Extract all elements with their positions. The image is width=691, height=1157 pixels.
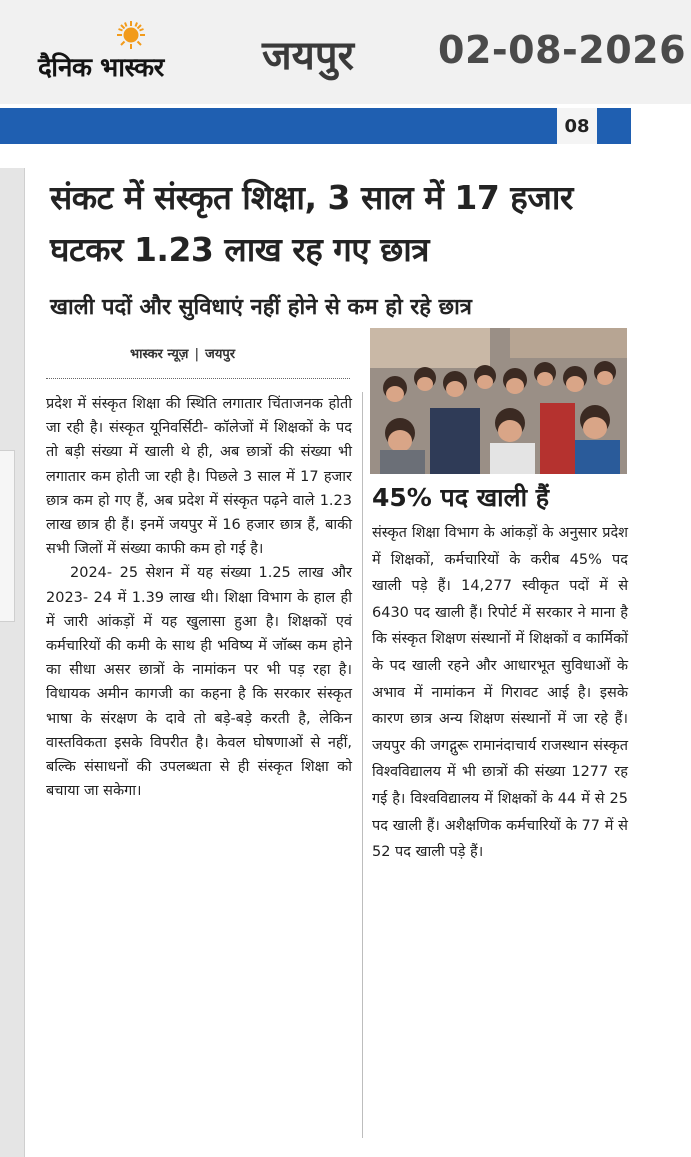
article-paragraph: प्रदेश में संस्कृत शिक्षा की स्थिति लगातार चिंताजनक होती जा रही है। संस्कृत यूनिवर्सिटी- कॉलेजों में शिक्षकों के पद तो बड़ी संख्या में खाली थे ही, अब छात्रों की संख्या भी लगातार कम होती जा रही है। पिछले 3 साल में 17 हजार छात्र कम हो गए हैं, अब प्रदेश में संस्कृत पढ़ने वाले 1.23 लाख छात्र ही हैं। इनमें जयपुर में 16 हजार छात्र हैं, बाकी सभी जिलों में संख्या काफी कम हो गई है। <box>46 396 352 558</box>
adjacent-article-edge <box>0 168 25 1157</box>
page-band-end <box>597 108 631 144</box>
edition-date: 02-08-2026 <box>438 28 687 72</box>
edition-city: जयपुर <box>262 33 354 79</box>
byline-city: जयपुर <box>205 347 236 362</box>
adjacent-article-box <box>0 450 15 622</box>
article-paragraph: 2024- 25 सेशन में यह संख्या 1.25 लाख और 2023- 24 में 1.39 लाख थी। शिक्षा विभाग के हाल ही में जारी आंकड़ों में यह खुलासा हुआ है। शिक्षकों एवं कर्मचारियों की कमी के साथ ही भविष्य में जॉब्स कम होने का सीधा असर छात्रों के नामांकन पर भी पड़ रहा है। विधायक अमीन कागजी का कहना है कि सरकार संस्कृत भाषा के संरक्षण के दावे तो बड़े-बड़े करती है, लेकिन वास्तविकता इसके विपरीत है। केवल घोषणाओं से नहीं, बल्कि संसाधनों की उपलब्धता से ही संस्कृत शिक्षा को बचाया जा सकेगा। <box>46 565 352 800</box>
box-headline: 45% पद खाली हैं <box>372 483 550 512</box>
article-body-right <box>372 520 628 866</box>
page-number: 08 <box>557 108 597 144</box>
logo-wordmark: दैनिक भास्कर <box>38 53 164 83</box>
byline-divider <box>46 378 350 379</box>
byline <box>130 344 360 362</box>
article-paragraph: संस्कृत शिक्षा विभाग के आंकड़ों के अनुसार प्रदेश में शिक्षकों, कर्मचारियों के करीब 45% पद खाली पड़े हैं। 14,277 स्वीकृत पदों में से 6430 पद खाली हैं। रिपोर्ट में सरकार ने माना है कि संस्कृत शिक्षण संस्थानों में शिक्षकों व कार्मिकों के पद खाली रहने और आधारभूत सुविधाओं के अभाव में नामांकन में गिरावट आई है। इसके कारण छात्र अन्य शिक्षण संस्थानों में जा रहे हैं। जयपुर की जगद्गुरू रामानंदाचार्य राजस्थान संस्कृत विश्वविद्यालय में भी छात्रों की संख्या 1277 रह गई है। विश्वविद्यालय में शिक्षकों के 44 में से 25 पद खाली हैं। अशैक्षणिक कर्मचारियों के 77 में से 52 पद खाली पड़े हैं। <box>372 525 628 861</box>
newspaper-logo <box>38 20 218 84</box>
column-divider <box>362 392 363 1138</box>
page-band <box>0 108 557 144</box>
byline-source: भास्कर न्यूज़ <box>130 347 189 362</box>
students-crowd-photo <box>370 328 627 474</box>
byline-separator: | <box>194 347 200 362</box>
sun-icon <box>116 20 146 50</box>
page-header <box>0 0 691 104</box>
article-headline: संकट में संस्कृत शिक्षा, 3 साल में 17 हजार घटकर 1.23 लाख रह गए छात्र <box>50 178 573 269</box>
article-body-left <box>46 392 352 803</box>
article-subheadline: खाली पदों और सुविधाएं नहीं होने से कम हो रहे छात्र <box>50 295 472 320</box>
